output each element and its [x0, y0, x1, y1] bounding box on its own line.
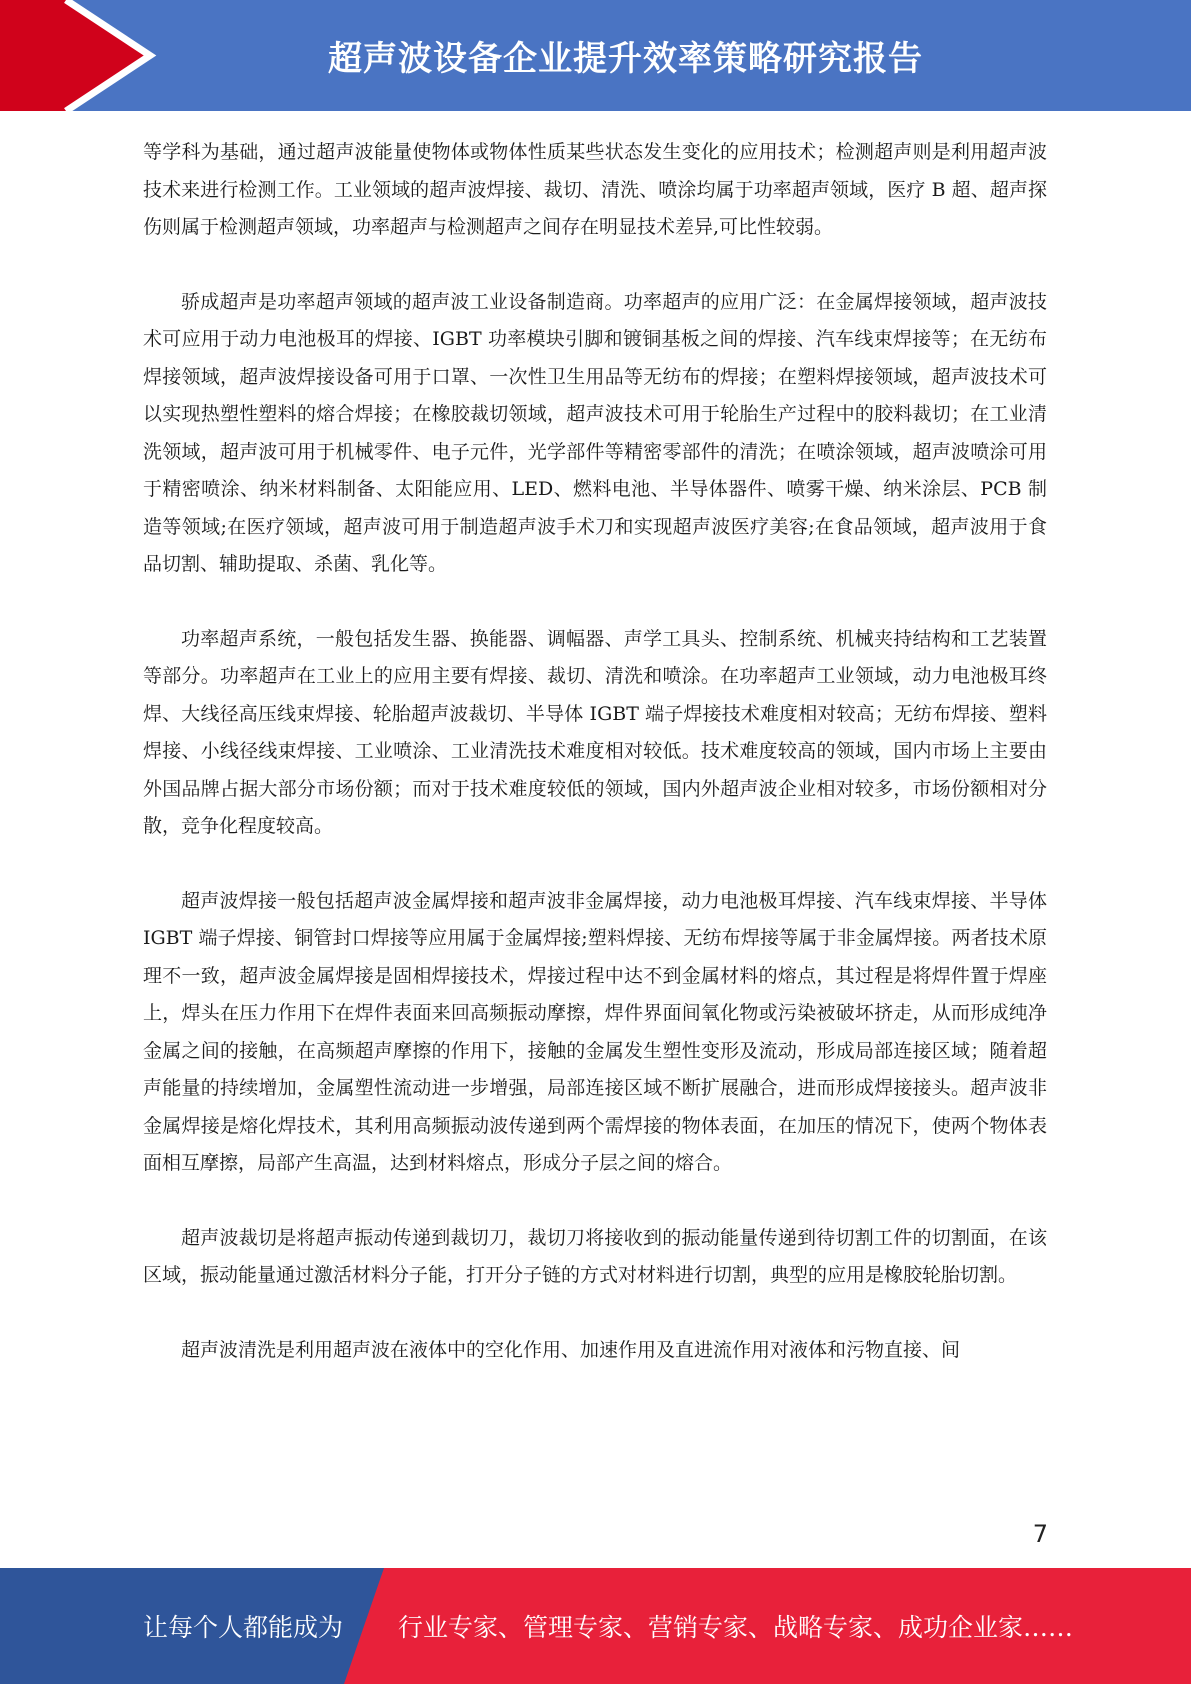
paragraph: 超声波焊接一般包括超声波金属焊接和超声波非金属焊接，动力电池极耳焊接、汽车线束焊接、半导体 IGBT 端子焊接、铜管封口焊接等应用属于金属焊接;塑料焊接、无纺布焊接等属于非金属焊接。两者技术原理不一致，超声波金属焊接是固相焊接技术，焊接过程中达不到金属材料的熔点，其过程是将焊件置于焊座上，焊头在压力作用下在焊件表面来回高频振动摩擦，焊件界面间氧化物或污染被破坏挤走，从而形成纯净金属之间的接触，在高频超声摩擦的作用下，接触的金属发生塑性变形及流动，形成局部连接区域；随着超声能量的持续增加，金属塑性流动进一步增强，局部连接区域不断扩展融合，进而形成焊接接头。超声波非金属焊接是熔化焊技术，其利用高频振动波传递到两个需焊接的物体表面，在加压的情况下，使两个物体表面相互摩擦，局部产生高温，达到材料熔点，形成分子层之间的熔合。 [143, 889, 1047, 1174]
paragraph: 超声波裁切是将超声振动传递到裁切刀，裁切刀将接收到的振动能量传递到待切割工件的切割面，在该区域，振动能量通过激活材料分子能，打开分子链的方式对材料进行切割，典型的应用是橡胶轮胎切割。 [143, 1226, 1047, 1286]
page-header [0, 0, 1191, 111]
report-title: 超声波设备企业提升效率策略研究报告 [328, 39, 923, 79]
paragraph: 超声波清洗是利用超声波在液体中的空化作用、加速作用及直进流作用对液体和污物直接、间 [181, 1338, 961, 1361]
footer-slogan-right: 行业专家、管理专家、营销专家、战略专家、成功企业家…… [398, 1613, 1074, 1642]
paragraph: 等学科为基础，通过超声波能量使物体或物体性质某些状态发生变化的应用技术；检测超声则是利用超声波技术来进行检测工作。工业领域的超声波焊接、裁切、清洗、喷涂均属于功率超声领域，医疗 B 超、超声探伤则属于检测超声领域，功率超声与检测超声之间存在明显技术差异,可比性较弱。 [143, 141, 1047, 238]
page-footer [0, 1568, 1191, 1684]
header-arrow-icon [0, 0, 160, 111]
paragraph: 功率超声系统，一般包括发生器、换能器、调幅器、声学工具头、控制系统、机械夹持结构和工艺装置等部分。功率超声在工业上的应用主要有焊接、裁切、清洗和喷涂。在功率超声工业领域，动力电池极耳终焊、大线径高压线束焊接、轮胎超声波裁切、半导体 IGBT 端子焊接技术难度相对较高；无纺布焊接、塑料焊接、小线径线束焊接、工业喷涂、工业清洗技术难度相对较低。技术难度较高的领域，国内市场上主要由外国品牌占据大部分市场份额；而对于技术难度较低的领域，国内外超声波企业相对较多，市场份额相对分散，竞争化程度较高。 [143, 627, 1047, 837]
page-number: 7 [1032, 1520, 1048, 1548]
footer-slogan-left: 让每个人都能成为 [143, 1613, 344, 1642]
paragraph: 骄成超声是功率超声领域的超声波工业设备制造商。功率超声的应用广泛：在金属焊接领域，超声波技术可应用于动力电池极耳的焊接、IGBT 功率模块引脚和镀铜基板之间的焊接、汽车线束焊接等；在无纺布焊接领域，超声波焊接设备可用于口罩、一次性卫生用品等无纺布的焊接；在塑料焊接领域，超声波技术可以实现热塑性塑料的熔合焊接；在橡胶裁切领域，超声波技术可用于轮胎生产过程中的胶料裁切；在工业清洗领域，超声波可用于机械零件、电子元件，光学部件等精密零部件的清洗；在喷涂领域，超声波喷涂可用于精密喷涂、纳米材料制备、太阳能应用、LED、燃料电池、半导体器件、喷雾干燥、纳米涂层、PCB 制造等领域;在医疗领域，超声波可用于制造超声波手术刀和实现超声波医疗美容;在食品领域，超声波用于食品切割、辅助提取、杀菌、乳化等。 [143, 290, 1047, 575]
document-body [143, 134, 1047, 1406]
